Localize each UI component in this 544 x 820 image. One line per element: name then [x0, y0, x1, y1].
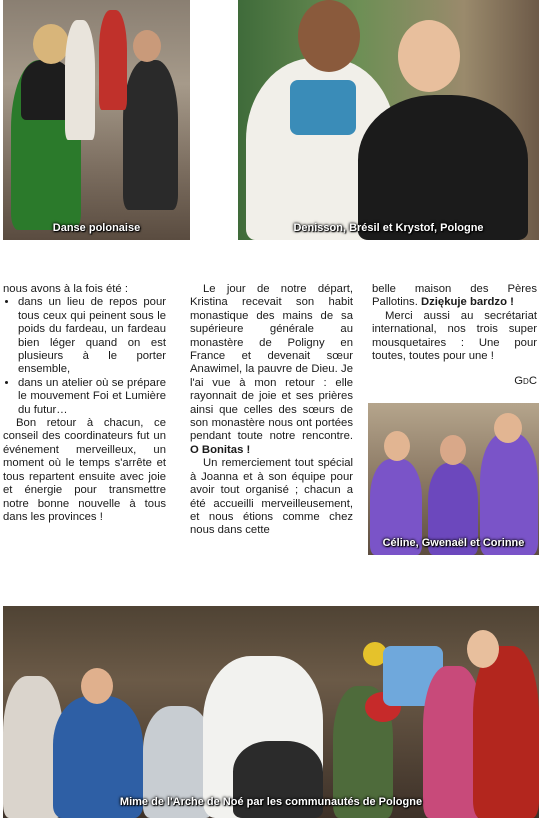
photo-caption: Danse polonaise — [52, 222, 141, 234]
bullet-list — [3, 296, 166, 417]
emphasis-text: O Bonitas ! — [190, 443, 251, 456]
column-intro: nous avons à la fois été : — [3, 283, 128, 295]
photo-denisson-krystof — [238, 0, 539, 240]
photo-celine-gwenael-corinne — [368, 403, 539, 555]
list-item: • dans un lieu de repos pour tous ceux qui peinent sous le poids du fardeau, un fardeau bien léger quand on est plusieurs à le porter ensemble, — [18, 296, 166, 376]
text-column-3 — [372, 283, 537, 389]
paragraph: belle maison des Pères Pallotins. Dziękuje bardzo ! — [372, 283, 537, 309]
list-item: • dans un atelier où se prépare le mouvement Foi et Lumière du futur… — [18, 377, 166, 417]
photo-danse-polonaise — [3, 0, 190, 240]
paragraph: Merci aussi au secrétariat international, nos trois super mousquetaires : Une pour toutes, toutes pour une ! — [372, 309, 537, 363]
photo-mime-arche-de-noe — [3, 606, 539, 818]
author-signature: GdC — [514, 375, 537, 388]
paragraph: Un remerciement tout spécial à Joanna et à son équipe pour avoir tout organisé ; chacun a été accueilli merveilleusement, et nous étions comme chez nous dans cette — [190, 457, 353, 537]
text-column-2 — [190, 283, 353, 538]
paragraph: Le jour de notre départ, Kristina recevait son habit monastique des mains de sa supérieure générale au monastère de Poligny en France et devenait sœur Anawimel, la pauvre de Dieu. Je l'ai vue à mon retour : elle rayonnait de joie et ses prières ainsi que celles des sœurs de son monastère nous ont portées pendant toute notre rencontre. O Bonitas ! — [190, 283, 353, 456]
photo-caption: Denisson, Brésil et Krystof, Pologne — [293, 222, 484, 234]
photo-caption: Céline, Gwenaël et Corinne — [382, 537, 525, 549]
paragraph: Bon retour à chacun, ce conseil des coordinateurs fut un événement merveilleux, un moment où le temps s'arrête et tous repartent ensuite avec joie et énergie pour transmettre notre bonne nouvelle à tous dans les provinces ! — [3, 417, 166, 523]
text-column-1 — [3, 283, 166, 524]
photo-caption: Mime de l'Arche de Noé par les communautés de Pologne — [119, 796, 423, 808]
emphasis-text: Dziękuje bardzo ! — [420, 296, 514, 309]
